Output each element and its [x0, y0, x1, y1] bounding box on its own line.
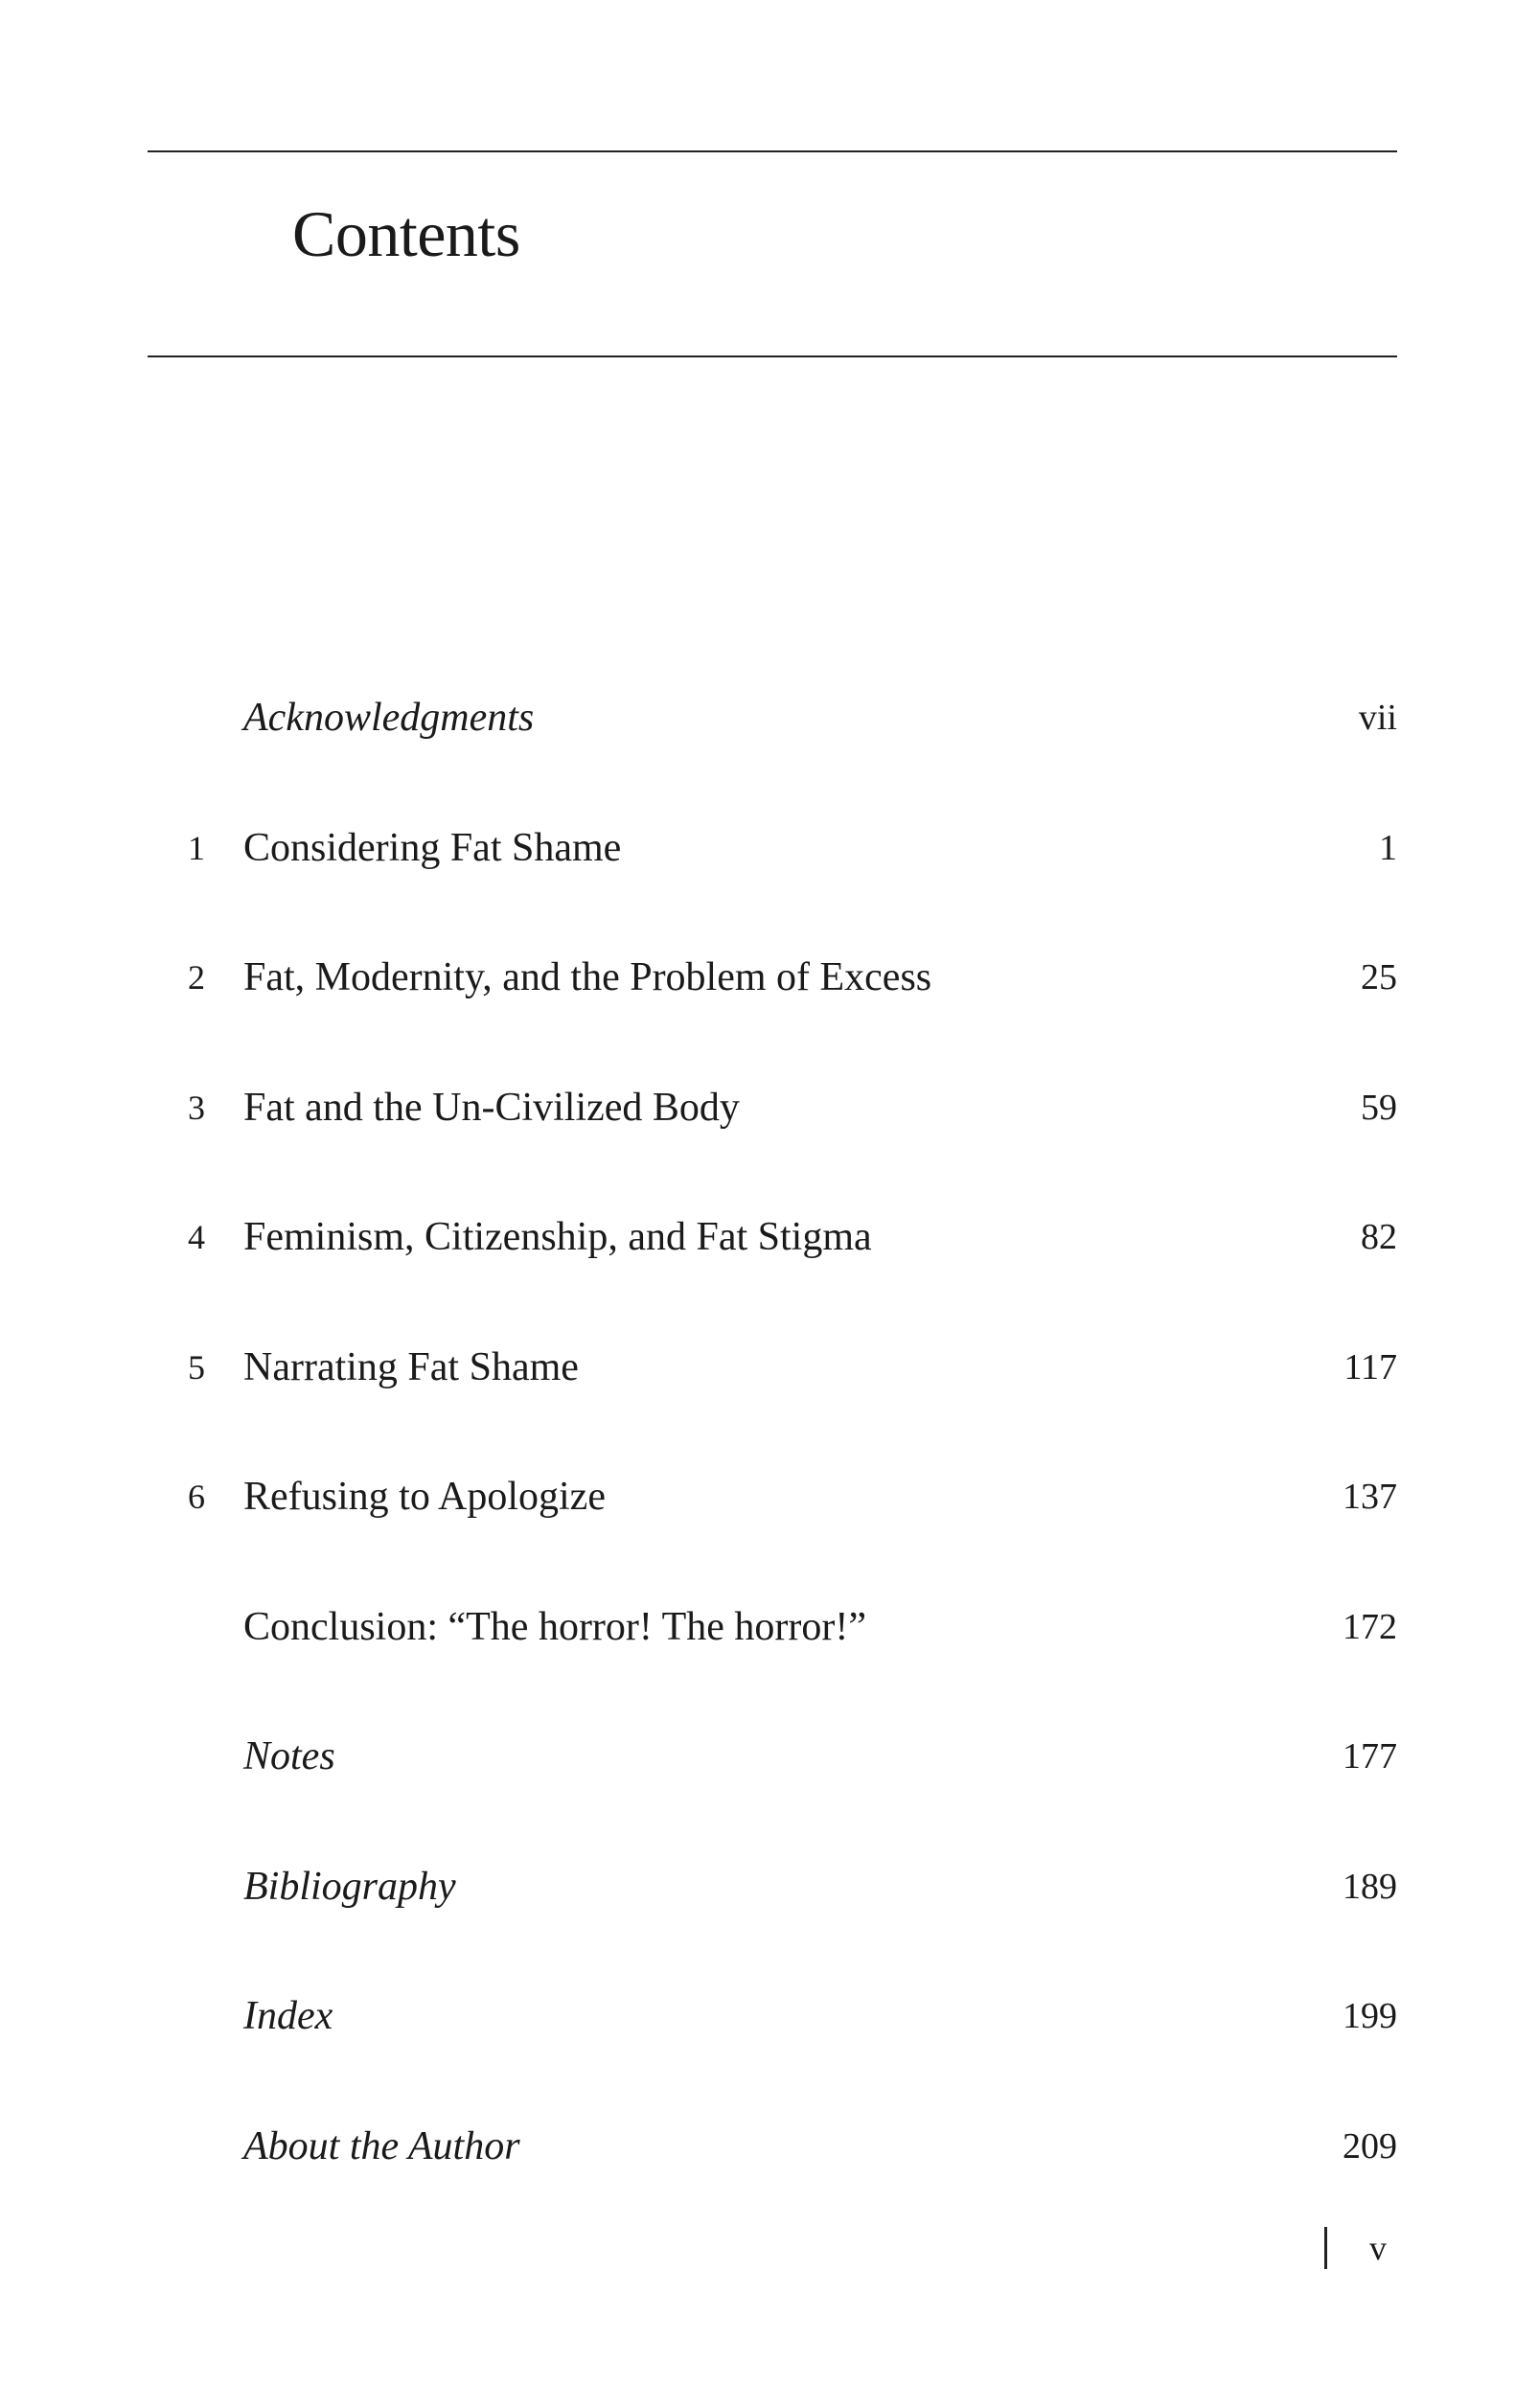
toc-page-number: 1: [1379, 827, 1397, 868]
toc-chapter-number: 5: [188, 1347, 205, 1387]
toc-entry-conclusion[interactable]: [148, 1594, 1397, 1724]
toc-entry-about-the-author[interactable]: [148, 2113, 1397, 2243]
toc-page-number: 209: [1343, 2125, 1397, 2167]
toc-entry-chapter-5[interactable]: [148, 1334, 1397, 1464]
toc-entry-acknowledgments[interactable]: [148, 684, 1397, 814]
toc-entry-chapter-3[interactable]: [148, 1074, 1397, 1204]
toc-entry-chapter-1[interactable]: [148, 814, 1397, 945]
toc-entry-title: Acknowledgments: [243, 696, 535, 740]
toc-page-number: 172: [1343, 1606, 1397, 1647]
toc-entry-title: Notes: [243, 1734, 335, 1778]
table-of-contents: [148, 684, 1397, 2242]
toc-page-number: vii: [1358, 698, 1397, 738]
toc-entry-title: Narrating Fat Shame: [243, 1344, 579, 1389]
toc-entry-notes[interactable]: [148, 1723, 1397, 1853]
toc-chapter-number: 2: [188, 958, 205, 997]
toc-entry-bibliography[interactable]: [148, 1853, 1397, 1984]
title-rule: [148, 355, 1397, 357]
toc-entry-chapter-2[interactable]: [148, 944, 1397, 1074]
top-rule: [148, 150, 1397, 152]
toc-page-number: 25: [1361, 957, 1397, 998]
toc-entry-title: Refusing to Apologize: [243, 1475, 606, 1519]
toc-entry-title: Feminism, Citizenship, and Fat Stigma: [243, 1215, 872, 1259]
toc-entry-title: Fat, Modernity, and the Problem of Excess: [243, 955, 932, 999]
toc-entry-title: About the Author: [243, 2123, 520, 2168]
page-folio: [1324, 2227, 1387, 2269]
page-number: v: [1369, 2229, 1387, 2267]
toc-entry-title: Fat and the Un-Civilized Body: [243, 1085, 740, 1130]
toc-page-number: 82: [1361, 1217, 1397, 1257]
toc-page-number: 137: [1343, 1477, 1397, 1517]
toc-entry-index[interactable]: [148, 1983, 1397, 2113]
toc-entry-chapter-6[interactable]: [148, 1463, 1397, 1594]
toc-page-number: 117: [1343, 1346, 1397, 1387]
toc-chapter-number: 1: [188, 828, 205, 867]
toc-chapter-number: 4: [188, 1218, 205, 1256]
toc-chapter-number: 3: [188, 1088, 205, 1127]
toc-entry-chapter-4[interactable]: [148, 1204, 1397, 1334]
toc-page-number: 59: [1361, 1087, 1397, 1128]
toc-chapter-number: 6: [188, 1478, 205, 1516]
toc-entry-title: Index: [243, 1994, 333, 2038]
toc-page-number: 189: [1343, 1866, 1397, 1907]
toc-page-number: 199: [1343, 1996, 1397, 2036]
folio-divider: [1324, 2227, 1327, 2269]
toc-page-number: 177: [1343, 1736, 1397, 1777]
toc-entry-title: Conclusion: “The horror! The horror!”: [243, 1604, 867, 1649]
toc-entry-title: Bibliography: [243, 1864, 456, 1909]
page-title: Contents: [292, 197, 520, 270]
toc-entry-title: Considering Fat Shame: [243, 825, 622, 870]
